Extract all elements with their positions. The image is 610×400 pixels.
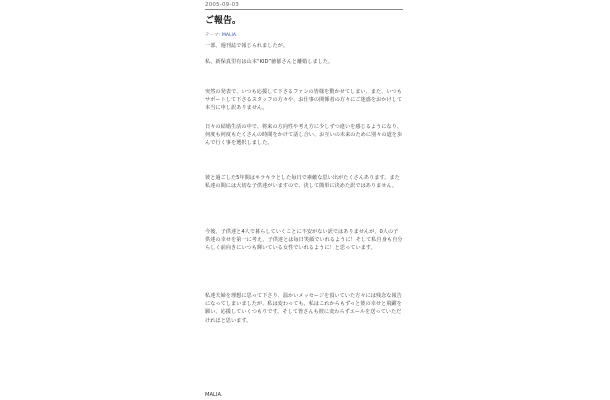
theme-link[interactable]: MALIA. (222, 33, 238, 38)
entry-theme (205, 32, 403, 38)
entry-signature: MALIA. (205, 392, 223, 398)
theme-label: テーマ: (205, 33, 221, 38)
entry-paragraph: 日々の結婚生活の中で、将来の方向性や考え方に少しずつ違いを感じるようになり、何度も何度もたくさんの時間をかけて話し合い、お互いの未来のために別々の道を歩んで行く事を選択しました。 (205, 124, 403, 147)
entry-paragraph: 今後、子供達と4人で暮らしていくことに不安がない訳ではありませんが、0人の子供達の幸せを第一に考え、子供達とは毎日笑顔でいれるように！そして私自身も自分らしく前向きにいつも輝いている女性でいれるように！と思っています。 (205, 229, 403, 252)
entry-paragraph: 私、新保真里有は山本“KID”徳郁さんと離婚しました。 (205, 59, 334, 65)
entry-paragraph: 一部、週刊誌で報じられましたが。 (205, 43, 289, 49)
entry-paragraph: 私達夫婦を理想に思って下さり、温かいメッセージを頂いていた方々には残念な報告になってしまいましたが、私は変わっても、私はこれからもずっと彼の幸せと飛躍を願い、応援していくつもりです。そして皆さんも彼に変わらずエールを送っていただければと思います。 (205, 293, 402, 324)
date-divider (205, 9, 403, 10)
entry-paragraph: 突然の発表で、いつも応援して下さるファンの皆様を驚かせてしまい、また、いつもサポートして下さるスタッフの方々や、お仕事の関係者の方々にご迷惑をおかけして本当に申し訳ありません。 (205, 89, 403, 112)
blog-entry (205, 0, 403, 38)
entry-date: 2005-09-03 (205, 2, 239, 8)
entry-title: ご報告。 (205, 16, 242, 26)
entry-paragraph: 彼と過ごした5年間はキラキラとした毎日で素敵な思い出がたくさんあります。また私達の間には大切な子供達がいますので、決して簡単に決めた訳ではありません。 (205, 175, 400, 190)
